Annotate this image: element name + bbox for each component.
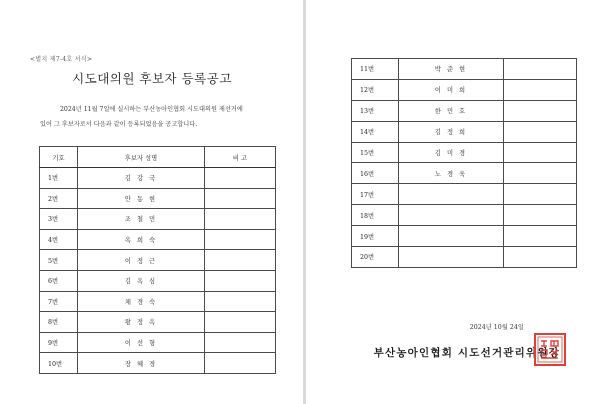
table-row <box>352 59 577 80</box>
seal-border <box>535 334 565 365</box>
candidate-note <box>504 121 577 142</box>
candidate-note <box>504 100 577 121</box>
table-row <box>40 168 276 189</box>
candidate-number: 15번 <box>352 142 399 163</box>
candidate-note <box>205 353 276 374</box>
header-candidate-name: 후보자 성명 <box>78 147 205 168</box>
candidate-number: 11번 <box>352 59 399 80</box>
candidate-name <box>399 247 504 268</box>
candidate-note <box>504 247 577 268</box>
candidate-name: 채 경 숙 <box>78 291 205 312</box>
table-row <box>40 332 276 353</box>
table-row <box>40 270 276 291</box>
candidate-name: 안 동 현 <box>78 188 205 209</box>
candidate-note <box>205 209 276 230</box>
candidate-number: 17번 <box>352 184 399 205</box>
candidate-number: 1번 <box>40 168 78 189</box>
candidate-number: 7번 <box>40 291 78 312</box>
candidate-name: 옥 희 숙 <box>78 229 205 250</box>
candidate-note <box>504 142 577 163</box>
candidate-name: 박 준 현 <box>399 59 504 80</box>
official-seal-icon <box>534 333 566 366</box>
table-row <box>40 229 276 250</box>
candidate-name: 장 혜 경 <box>78 353 205 374</box>
candidate-note <box>205 250 276 271</box>
header-number: 기호 <box>40 147 78 168</box>
table-row <box>352 226 577 247</box>
candidate-table-left <box>39 146 276 374</box>
candidate-number: 10번 <box>40 353 78 374</box>
candidate-note <box>504 163 577 184</box>
candidate-note <box>205 188 276 209</box>
candidate-name: 왕 정 옥 <box>78 312 205 333</box>
candidate-number: 19번 <box>352 226 399 247</box>
candidate-note <box>504 59 577 80</box>
candidate-note <box>205 229 276 250</box>
issuer-signature: 부산농아인협회 시도선거관리위원장 <box>373 347 560 359</box>
candidate-name: 노 경 욱 <box>399 163 504 184</box>
candidate-note <box>504 79 577 100</box>
table-row <box>40 312 276 333</box>
candidate-number: 3번 <box>40 209 78 230</box>
candidate-number: 14번 <box>352 121 399 142</box>
candidate-note <box>504 184 577 205</box>
candidate-number: 20번 <box>352 247 399 268</box>
candidate-number: 2번 <box>40 188 78 209</box>
candidate-note <box>205 168 276 189</box>
candidate-note <box>205 291 276 312</box>
table-row <box>352 79 577 100</box>
candidate-number: 13번 <box>352 100 399 121</box>
header-remarks: 비 고 <box>205 147 276 168</box>
table-row <box>352 205 577 226</box>
candidate-name: 조 철 민 <box>78 209 205 230</box>
document-title: 시도대의원 후보자 등록공고 <box>72 71 232 86</box>
table-header-row <box>40 147 276 168</box>
candidate-name: 김 미 경 <box>399 142 504 163</box>
candidate-name: 김 정 희 <box>399 121 504 142</box>
table-row <box>40 209 276 230</box>
candidate-number: 12번 <box>352 79 399 100</box>
table-row <box>40 353 276 374</box>
intro-paragraph <box>40 102 290 132</box>
candidate-name <box>399 205 504 226</box>
candidate-name <box>399 226 504 247</box>
table-row <box>352 163 577 184</box>
candidate-number: 6번 <box>40 270 78 291</box>
candidate-number: 4번 <box>40 229 78 250</box>
table-row <box>40 250 276 271</box>
candidate-number: 8번 <box>40 312 78 333</box>
table-row <box>352 121 577 142</box>
candidate-name: 이 미 희 <box>399 79 504 100</box>
announcement-date: 2024년 10월 24일 <box>469 324 524 331</box>
candidate-name <box>399 184 504 205</box>
candidate-note <box>205 270 276 291</box>
candidate-note <box>205 312 276 333</box>
candidate-name: 김 강 국 <box>78 168 205 189</box>
candidate-number: 16번 <box>352 163 399 184</box>
table-row <box>352 142 577 163</box>
intro-line-1: 2024년 11월 7일에 실시하는 부산농아인협회 시도대의원 제선거에 <box>60 106 243 113</box>
candidate-number: 9번 <box>40 332 78 353</box>
candidate-table-right <box>351 58 577 268</box>
candidate-name: 이 선 형 <box>78 332 205 353</box>
table-row <box>352 100 577 121</box>
intro-line-2: 있어 그 후보자로서 다음과 같이 등록되었음을 공고합니다. <box>40 121 198 128</box>
table-row <box>40 291 276 312</box>
candidate-number: 18번 <box>352 205 399 226</box>
candidate-note <box>205 332 276 353</box>
candidate-note <box>504 226 577 247</box>
table-row <box>40 188 276 209</box>
table-row <box>352 247 577 268</box>
table-row <box>352 184 577 205</box>
candidate-note <box>504 205 577 226</box>
form-number: <별지 제7-4호 서식> <box>30 56 93 63</box>
candidate-number: 5번 <box>40 250 78 271</box>
candidate-name: 이 정 근 <box>78 250 205 271</box>
candidate-name: 한 민 호 <box>399 100 504 121</box>
candidate-name: 김 옥 심 <box>78 270 205 291</box>
